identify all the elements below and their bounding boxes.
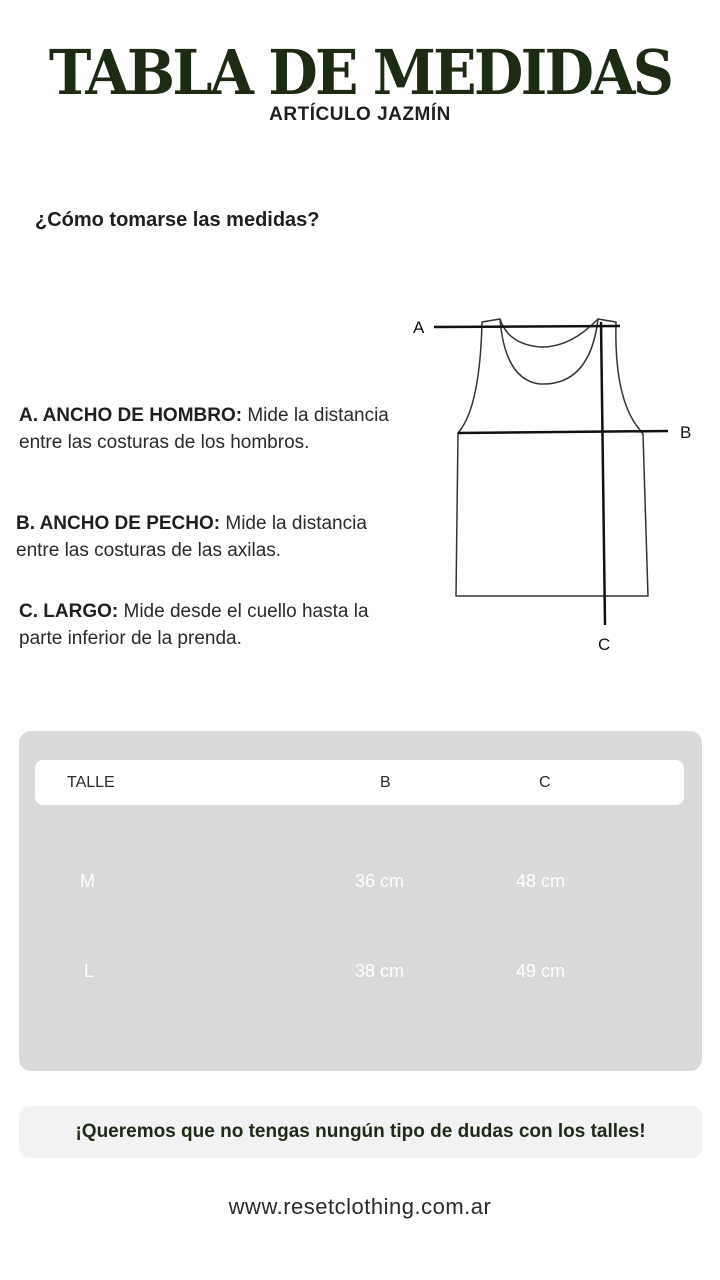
website-url: www.resetclothing.com.ar bbox=[228, 1194, 492, 1219]
row-l-c: 49 cm bbox=[516, 961, 566, 981]
tank-top-illustration bbox=[400, 300, 720, 670]
diagram-label-c: C bbox=[598, 635, 611, 654]
article-subtitle: ARTÍCULO JAZMÍN bbox=[269, 104, 451, 125]
diagram-label-b: B bbox=[680, 423, 692, 442]
page-title: TABLA DE MEDIDAS bbox=[48, 36, 672, 109]
header-c: C bbox=[539, 774, 551, 791]
measure-length-label: C. LARGO: bbox=[19, 601, 119, 622]
size-table-header bbox=[35, 760, 684, 805]
measure-length-text: Mide desde el cuello hasta la parte inferior de la prenda. bbox=[19, 601, 369, 649]
sizing-notice: ¡Queremos que no tengas nungún tipo de dudas con los talles! bbox=[19, 1106, 702, 1158]
row-m-b: 36 cm bbox=[355, 871, 405, 891]
row-m-c: 48 cm bbox=[516, 871, 566, 891]
measure-length bbox=[19, 598, 409, 652]
garment-neckline bbox=[500, 319, 598, 384]
measure-line-c bbox=[601, 322, 605, 625]
measure-shoulder-width bbox=[19, 402, 389, 456]
measure-shoulder-label: A. ANCHO DE HOMBRO: bbox=[19, 405, 243, 426]
tank-top-diagram bbox=[400, 300, 720, 670]
size-table bbox=[19, 731, 702, 1071]
measure-line-b bbox=[458, 431, 668, 433]
header-talle: TALLE bbox=[67, 774, 115, 791]
measure-question: ¿Cómo tomarse las medidas? bbox=[35, 209, 320, 231]
row-m-talle: M bbox=[80, 871, 95, 891]
measure-shoulder-text: Mide la distancia entre las costuras de los hombros. bbox=[19, 405, 389, 453]
garment-outline bbox=[456, 319, 648, 596]
measure-chest-label: B. ANCHO DE PECHO: bbox=[16, 513, 221, 534]
header-b: B bbox=[380, 774, 391, 791]
measure-line-a bbox=[434, 326, 620, 327]
row-l-b: 38 cm bbox=[355, 961, 405, 981]
diagram-label-a: A bbox=[413, 318, 425, 337]
measure-chest-width bbox=[16, 510, 411, 564]
row-l-talle: L bbox=[84, 961, 95, 981]
measure-chest-text: Mide la distancia entre las costuras de las axilas. bbox=[16, 513, 367, 561]
